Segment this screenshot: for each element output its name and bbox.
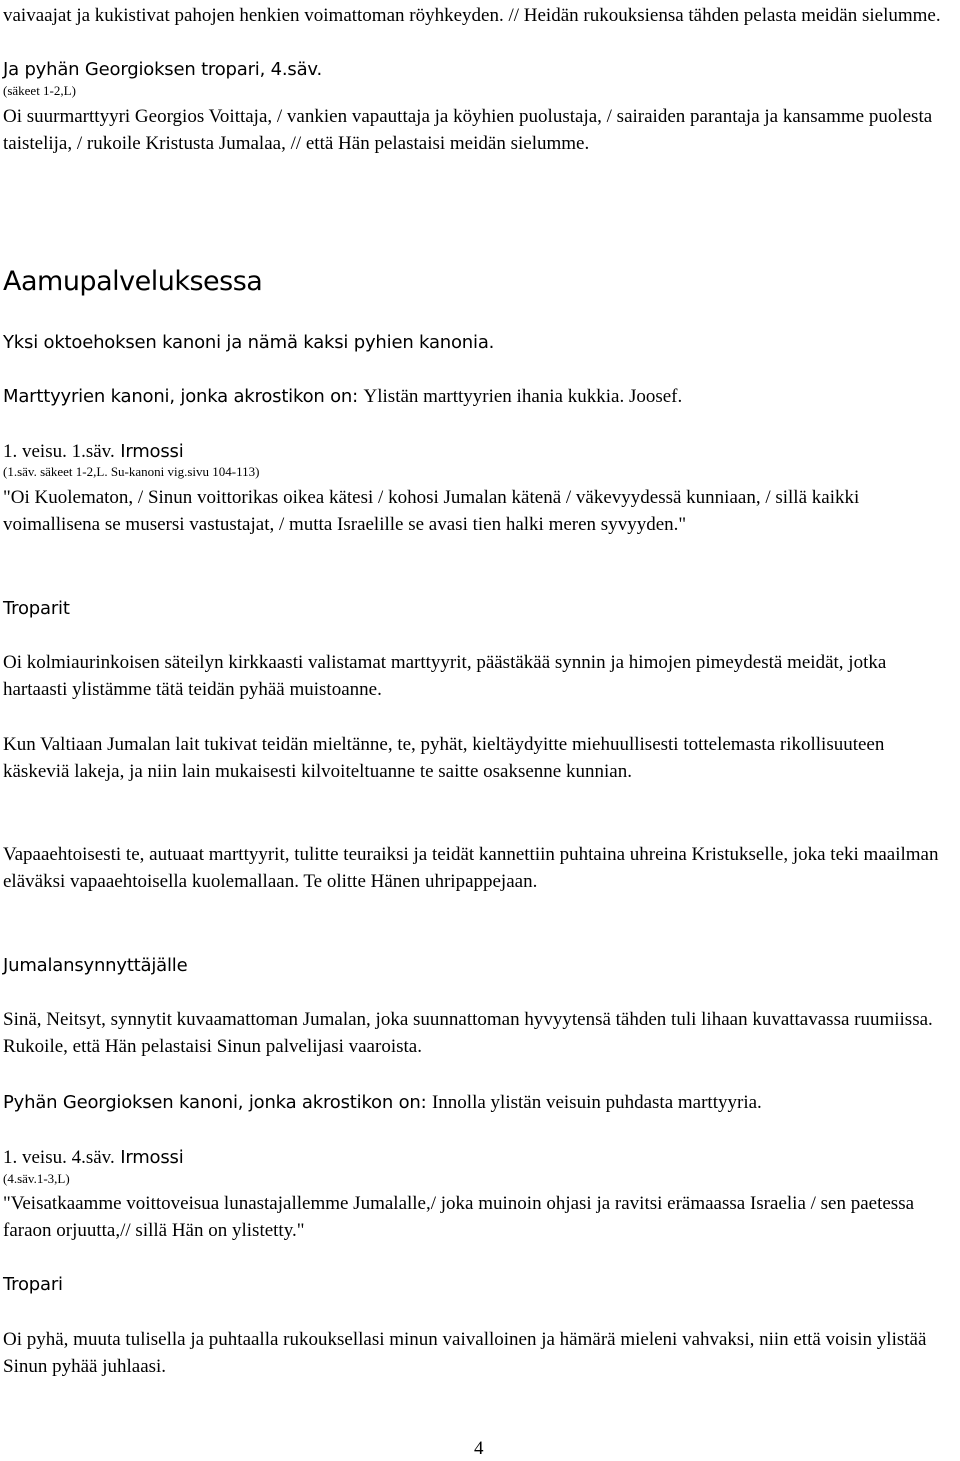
georgios-troparion-heading: Ja pyhän Georgioksen tropari, 4.säv.: [3, 59, 323, 80]
georgios-ode-heading-irmos: Irmossi: [120, 1147, 184, 1168]
martyrs-canon-label: Marttyyrien kanoni, jonka akrostikon on:: [3, 386, 358, 407]
georgios-canon-label: Pyhän Georgioksen kanoni, jonka akrostikon on:: [3, 1092, 427, 1113]
georgios-ode-heading-plain: 1. veisu. 4.säv.: [3, 1147, 115, 1168]
top-fragment-paragraph: vaivaajat ja kukistivat pahojen henkien voimattoman röyhkeyden. // Heidän rukouksiensa tähden pelasta meidän sielumme.: [3, 5, 941, 26]
georgios-ode-note: (4.säv.1-3,L): [3, 1171, 70, 1186]
martyrs-troparia-label: Troparit: [3, 598, 70, 619]
martyrs-ode-heading-plain: 1. veisu. 1.säv.: [3, 441, 115, 462]
georgios-troparion-text: Oi pyhä, muuta tulisella ja puhtaalla rukouksellasi minun vaivalloinen ja hämärä mieleni vahvaksi, niin että voisin ylistää Sinun pyhää juhlaasi.: [3, 1329, 927, 1377]
martyrs-canon-line: [3, 385, 953, 409]
martyrs-canon-acrostic: Ylistän marttyyrien ihania kukkia. Joosef.: [363, 386, 683, 407]
martyrs-troparion-3: Vapaaehtoisesti te, autuaat marttyyrit, tulitte teuraiksi ja teidät kannettiin puhtaina uhreina Kristukselle, joka teki maailman eläväksi vapaaehtoisella kuolemallaan. Te olitte Hänen uhripappejaan.: [3, 844, 939, 892]
georgios-troparion-note: (säkeet 1-2,L): [3, 83, 76, 98]
theotokion-label: Jumalansynnyttäjälle: [3, 955, 188, 976]
martyrs-ode-heading: [3, 440, 953, 464]
martyrs-troparion-2: Kun Valtiaan Jumalan lait tukivat teidän mieltänne, te, pyhät, kieltäydyitte miehuullisesti tottelemasta rikollisuuteen käskeviä lakeja, ja niin lain mukaisesti kilvoiteltuanne te saitte osaksenne kunnian.: [3, 734, 885, 782]
martyrs-ode-note: (1.säv. säkeet 1-2,L. Su-kanoni vig.sivu 104-113): [3, 464, 260, 479]
page-number: 4: [474, 1438, 484, 1459]
martyrs-troparion-1: Oi kolmiaurinkoisen säteilyn kirkkaasti valistamat marttyyrit, päästäkää synnin ja himojen pimeydestä meidät, jotka hartaasti ylistämme tätä teidän pyhää muistoanne.: [3, 652, 887, 700]
georgios-ode-heading: [3, 1146, 953, 1170]
theotokion-text: Sinä, Neitsyt, synnytit kuvaamattoman Jumalan, joka suunnattoman hyvyytensä tähden tuli lihaan kuvattavassa ruumiissa. Rukoile, että Hän pelastaisi Sinun palvelijasi vaaroista.: [3, 1009, 933, 1057]
georgios-troparia-label: Tropari: [3, 1274, 63, 1295]
georgios-canon-line: [3, 1091, 953, 1115]
georgios-canon-acrostic: Innolla ylistän veisuin puhdasta marttyyria.: [431, 1092, 762, 1113]
martyrs-irmos-text: "Oi Kuolematon, / Sinun voittorikas oikea kätesi / kohosi Jumalan kätenä / väkevyydessä kunniaan, / sillä kaikki voimallisena se musersi vastustajat, / mutta Israelille se avasi tien halki meren syvyyden.": [3, 487, 860, 535]
martyrs-ode-heading-irmos: Irmossi: [120, 441, 184, 462]
intro-line: Yksi oktoehoksen kanoni ja nämä kaksi pyhien kanonia.: [3, 332, 495, 353]
georgios-irmos-text: "Veisatkaamme voittoveisua lunastajallemme Jumalalle,/ joka muinoin ohjasi ja ravitsi erämaassa Israelia / sen paetessa faraon orjuutta,// sillä Hän on ylistetty.": [3, 1193, 915, 1241]
section-title: Aamupalveluksessa: [3, 266, 263, 297]
georgios-troparion-text: Oi suurmarttyyri Georgios Voittaja, / vankien vapauttaja ja köyhien puolustaja, / sairaiden parantaja ja kansamme puolesta taistelija, / rukoile Kristusta Jumalaa, // että Hän pelastaisi meidän sielumme.: [3, 106, 933, 154]
